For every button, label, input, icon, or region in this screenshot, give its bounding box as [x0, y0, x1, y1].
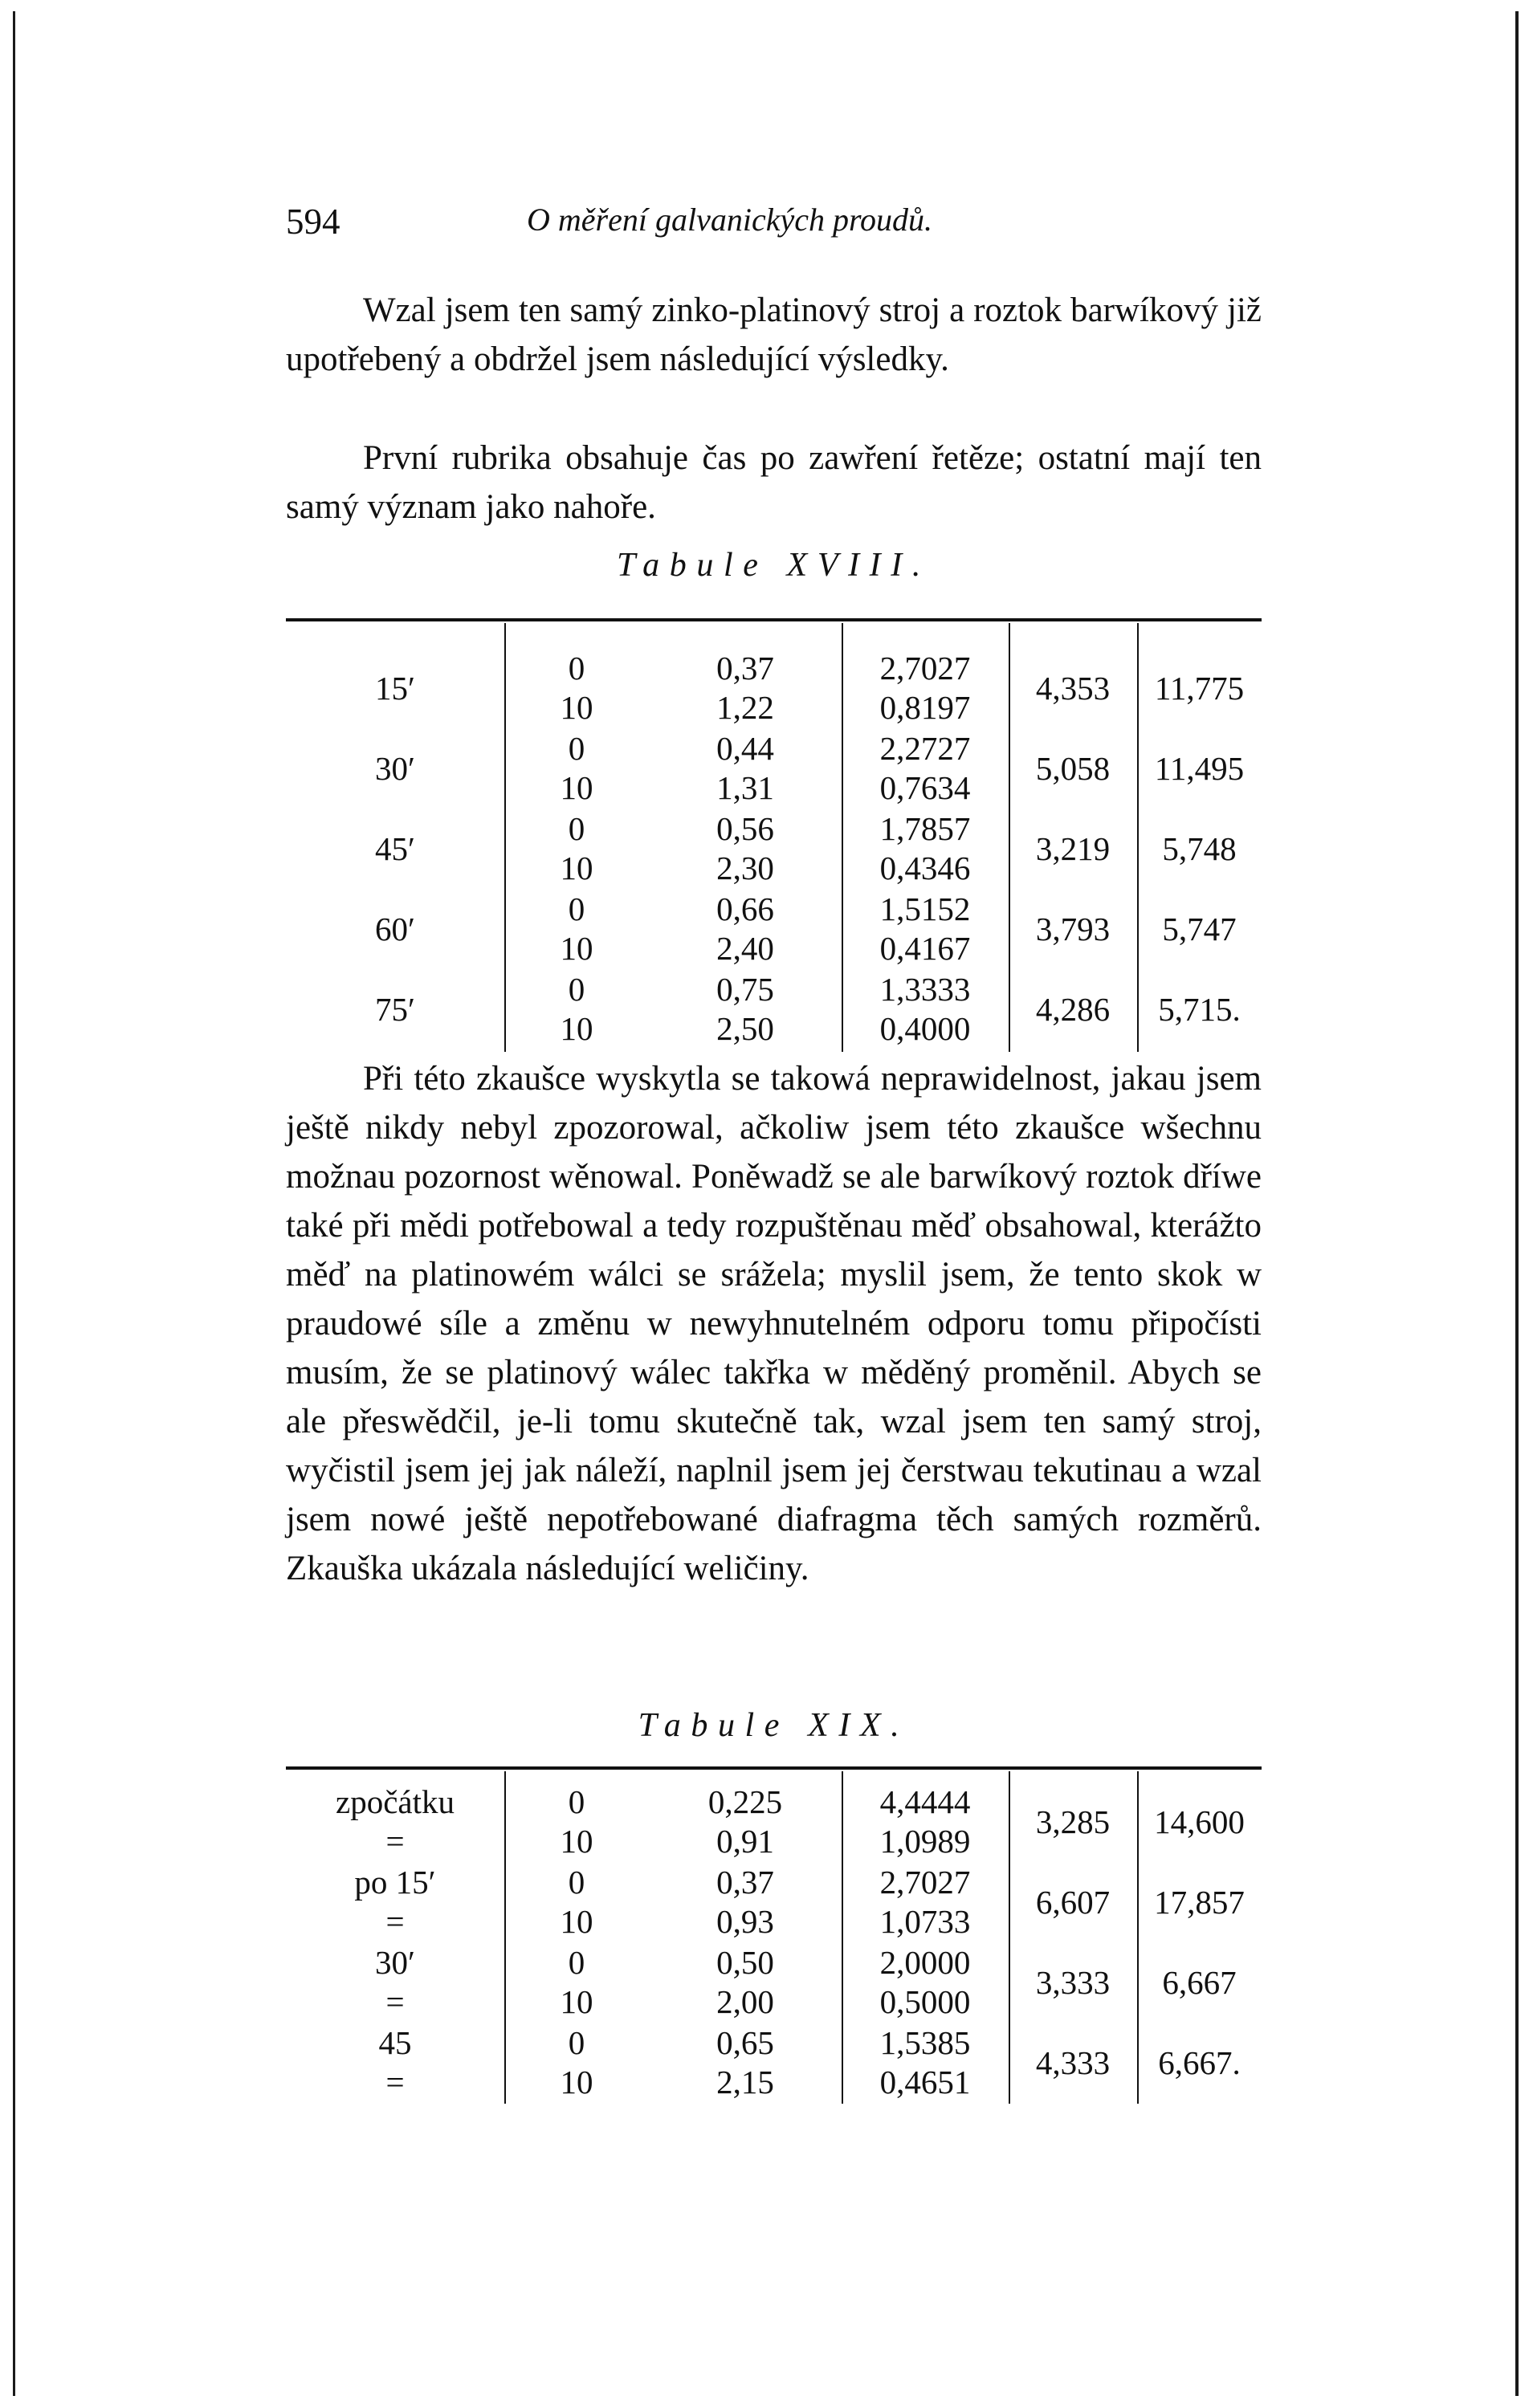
table-cell: 0,93 [716, 1903, 774, 1940]
page-header [286, 201, 1262, 257]
table-cell: 0,8197 [879, 689, 971, 726]
row-label: 45′ [375, 829, 415, 867]
table-cell: 10 [560, 1010, 593, 1047]
table-cell: 10 [560, 850, 593, 886]
table-cell: 10 [560, 2064, 593, 2100]
merged-cell: 11,495 [1154, 749, 1245, 787]
table-cell: 1,0733 [879, 1903, 971, 1940]
merged-cell: 3,219 [1035, 829, 1111, 867]
merged-cell: 14,600 [1154, 1803, 1245, 1840]
merged-cell: 5,748 [1162, 829, 1237, 867]
row-label: 75′ [375, 990, 415, 1028]
merged-cell: 5,747 [1162, 910, 1237, 947]
table-cell: 0 [568, 1944, 585, 1981]
table-cell: 1,5152 [879, 890, 971, 927]
table-cell: 0,225 [707, 1783, 783, 1820]
table-cell: 2,7027 [879, 1864, 971, 1901]
table-cell: 0,4000 [879, 1010, 971, 1047]
table-18 [286, 618, 1262, 1052]
row-label: = [385, 1823, 405, 1860]
table-cell: 0,75 [716, 971, 774, 1008]
table-cell: 0,50 [716, 1944, 774, 1981]
merged-cell: 3,285 [1035, 1803, 1111, 1840]
row-label: = [385, 1983, 405, 2020]
row-label: 15′ [375, 669, 415, 707]
table-cell: 2,30 [716, 850, 774, 886]
table-19-caption: Tabule XIX. [638, 1707, 910, 1744]
running-title: O měření galvanických proudů. [527, 202, 933, 238]
merged-cell: 4,333 [1035, 2043, 1111, 2081]
merged-cell: 5,715. [1158, 990, 1241, 1028]
merged-cell: 17,857 [1154, 1883, 1245, 1921]
table-cell: 0 [568, 2024, 585, 2061]
table-cell: 0,65 [716, 2024, 774, 2061]
table-18-top-rule [286, 618, 1262, 621]
table-cell: 0,66 [716, 890, 774, 927]
row-label: 45 [378, 2024, 412, 2061]
table-cell: 0 [568, 971, 585, 1008]
table-cell: 2,2727 [879, 730, 971, 767]
row-label: 30′ [375, 1944, 415, 1981]
merged-cell: 3,793 [1035, 910, 1111, 947]
merged-cell: 6,667. [1158, 2043, 1241, 2081]
row-label: = [385, 2064, 405, 2100]
table-19 [286, 1766, 1262, 2104]
table-cell: 0,56 [716, 810, 774, 847]
table-cell: 2,40 [716, 930, 774, 967]
table-cell: 0 [568, 1864, 585, 1901]
table-cell: 2,50 [716, 1010, 774, 1047]
table-cell: 0 [568, 1783, 585, 1820]
table-19-top-rule [286, 1766, 1262, 1770]
table-cell: 2,15 [716, 2064, 774, 2100]
table-cell: 1,7857 [879, 810, 971, 847]
table-cell: 10 [560, 1823, 593, 1860]
table-cell: 0 [568, 650, 585, 687]
table-cell: 0 [568, 890, 585, 927]
table-cell: 1,0989 [879, 1823, 971, 1860]
row-label: = [385, 1903, 405, 1940]
merged-cell: 6,607 [1035, 1883, 1111, 1921]
table-cell: 10 [560, 930, 593, 967]
table-cell: 2,0000 [879, 1944, 971, 1981]
merged-cell: 5,058 [1035, 749, 1111, 787]
table-18-caption: Tabule XVIII. [617, 547, 931, 584]
table-cell: 0,91 [716, 1823, 774, 1860]
table-cell: 4,4444 [879, 1783, 971, 1820]
table-cell: 0,7634 [879, 769, 971, 806]
paragraph-2: První rubrika obsahuje čas po zawření řetěze; ostatní mají ten samý význam jako nahoře. [286, 439, 1262, 526]
table-cell: 0,5000 [879, 1983, 971, 2020]
table-cell: 0,44 [716, 730, 774, 767]
table-cell: 0 [568, 730, 585, 767]
merged-cell: 6,667 [1162, 1963, 1237, 2001]
row-label: 30′ [375, 749, 415, 787]
row-label: zpočátku [336, 1783, 455, 1820]
paragraph-1: Wzal jsem ten samý zinko-platinový stroj a roztok barwíkový již upotřebený a obdržel jsem následující výsledky. [286, 291, 1262, 378]
table-cell: 0,37 [716, 650, 774, 687]
merged-cell: 4,353 [1035, 669, 1111, 707]
row-label: po 15′ [354, 1864, 436, 1901]
table-cell: 0 [568, 810, 585, 847]
table-cell: 10 [560, 1903, 593, 1940]
table-cell: 1,22 [716, 689, 774, 726]
table-cell: 0,4167 [879, 930, 971, 967]
table-cell: 0,37 [716, 1864, 774, 1901]
table-cell: 2,7027 [879, 650, 971, 687]
paragraph-3: Při této zkaušce wyskytla se takowá neprawidelnost, jakau jsem ještě nikdy nebyl zpozorowal, ačkoliw jsem této zkaušce wšechnu možnau pozornost wěnowal. Poněwadž se ale barwíkový roztok dříwe také při mědi potřebowal a tedy rozpuštěnau měď obsahowal, kterážto měď na platinowém wálci se srážela; myslil jsem, že tento skok w praudowé síle a změnu w newyhnutelném odporu tomu připočísti musím, že se platinový wálec takřka w měděný proměnil. Abych se ale přeswědčil, je-li tomu skutečně tak, wzal jsem ten samý stroj, wyčistil jsem jej jak náleží, naplnil jsem jej čerstwau tekutinau a wzal jsem nowé ještě nepotřebowané diafragma těch samých rozměrů. Zkauška ukázala následující weličiny. [286, 1060, 1262, 1587]
row-label: 60′ [375, 910, 415, 947]
table-cell: 1,5385 [879, 2024, 971, 2061]
merged-cell: 11,775 [1154, 669, 1245, 707]
table-cell: 10 [560, 769, 593, 806]
table-cell: 10 [560, 689, 593, 726]
table-cell: 1,3333 [879, 971, 971, 1008]
merged-cell: 3,333 [1035, 1963, 1111, 2001]
table-cell: 1,31 [716, 769, 774, 806]
merged-cell: 4,286 [1035, 990, 1111, 1028]
table-cell: 10 [560, 1983, 593, 2020]
table-cell: 0,4346 [879, 850, 971, 886]
page-number: 594 [286, 202, 340, 242]
table-cell: 2,00 [716, 1983, 774, 2020]
table-cell: 0,4651 [879, 2064, 971, 2100]
